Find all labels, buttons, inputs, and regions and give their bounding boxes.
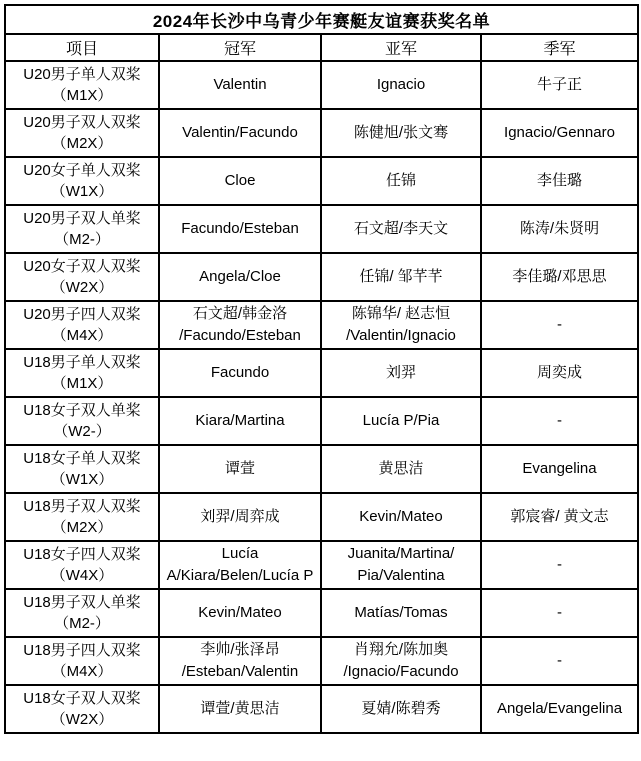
table-title: 2024年长沙中乌青少年赛艇友谊赛获奖名单 [5, 5, 638, 34]
event-name: U18男子单人双桨 [23, 354, 141, 371]
event-cell [5, 349, 159, 397]
table-row [5, 205, 638, 253]
runner-up-cell: 陈锦华/ 赵志恒 /Valentin/Ignacio [321, 301, 481, 349]
event-code: （M2-） [54, 231, 110, 248]
champion-cell: Kevin/Mateo [159, 589, 321, 637]
table-row [5, 349, 638, 397]
third-place-cell: 郭宸睿/ 黄文志 [481, 493, 638, 541]
event-code: （W1X） [50, 471, 114, 488]
event-cell [5, 445, 159, 493]
table-row [5, 61, 638, 109]
third-place-cell: 李佳璐/邓思思 [481, 253, 638, 301]
awards-table [4, 4, 639, 734]
event-code: （W1X） [50, 183, 114, 200]
champion-cell: Lucía A/Kiara/Belen/Lucía P [159, 541, 321, 589]
table-row [5, 253, 638, 301]
third-place-cell: 李佳璐 [481, 157, 638, 205]
event-cell [5, 637, 159, 685]
event-cell [5, 589, 159, 637]
runner-up-cell: 石文超/李天文 [321, 205, 481, 253]
col-header-third: 季军 [481, 34, 638, 61]
third-place-cell: Angela/Evangelina [481, 685, 638, 733]
event-cell [5, 109, 159, 157]
champion-cell: Facundo/Esteban [159, 205, 321, 253]
champion-cell: 石文超/韩金洛 /Facundo/Esteban [159, 301, 321, 349]
champion-cell: 李帅/张泽昂 /Esteban/Valentin [159, 637, 321, 685]
col-header-champion: 冠军 [159, 34, 321, 61]
runner-up-cell: 任锦 [321, 157, 481, 205]
champion-cell: 谭萱/黄思洁 [159, 685, 321, 733]
champion-cell: Angela/Cloe [159, 253, 321, 301]
col-header-runner-up: 亚军 [321, 34, 481, 61]
event-name: U18男子双人单桨 [23, 594, 141, 611]
event-code: （M4X） [51, 663, 113, 680]
champion-cell: Facundo [159, 349, 321, 397]
event-name: U18男子双人双桨 [23, 498, 141, 515]
third-place-cell: Evangelina [481, 445, 638, 493]
third-place-cell: Ignacio/Gennaro [481, 109, 638, 157]
runner-up-cell: Juanita/Martina/ Pia/Valentina [321, 541, 481, 589]
champion-cell: Kiara/Martina [159, 397, 321, 445]
event-cell [5, 253, 159, 301]
table-row [5, 493, 638, 541]
event-code: （W2-） [53, 423, 111, 440]
title-row [5, 5, 638, 34]
runner-up-cell: 刘羿 [321, 349, 481, 397]
event-code: （M1X） [51, 87, 113, 104]
third-place-cell: 牛子正 [481, 61, 638, 109]
event-cell [5, 301, 159, 349]
event-cell [5, 685, 159, 733]
runner-up-cell: 肖翔允/陈加奥 /Ignacio/Facundo [321, 637, 481, 685]
table-row [5, 397, 638, 445]
event-name: U18女子双人双桨 [23, 690, 141, 707]
third-place-cell: - [481, 301, 638, 349]
runner-up-cell: Lucía P/Pia [321, 397, 481, 445]
event-code: （M2X） [51, 135, 113, 152]
event-cell [5, 205, 159, 253]
runner-up-cell: 任锦/ 邹芊芊 [321, 253, 481, 301]
event-name: U18男子四人双桨 [23, 642, 141, 659]
champion-cell: Valentin/Facundo [159, 109, 321, 157]
event-name: U18女子双人单桨 [23, 402, 141, 419]
third-place-cell: 周奕成 [481, 349, 638, 397]
event-cell [5, 157, 159, 205]
champion-cell: 谭萱 [159, 445, 321, 493]
event-code: （M1X） [51, 375, 113, 392]
third-place-cell: - [481, 541, 638, 589]
event-name: U18女子单人双桨 [23, 450, 141, 467]
table-row [5, 445, 638, 493]
table-body [5, 61, 638, 733]
champion-cell: 刘羿/周弈成 [159, 493, 321, 541]
event-code: （W4X） [50, 567, 114, 584]
col-header-event: 项目 [5, 34, 159, 61]
event-code: （M2-） [54, 615, 110, 632]
event-code: （M2X） [51, 519, 113, 536]
event-code: （W2X） [50, 279, 114, 296]
champion-cell: Cloe [159, 157, 321, 205]
event-code: （W2X） [50, 711, 114, 728]
header-row [5, 34, 638, 61]
table-row [5, 637, 638, 685]
third-place-cell: 陈涛/朱贤明 [481, 205, 638, 253]
event-name: U20女子双人双桨 [23, 258, 141, 275]
table-row [5, 541, 638, 589]
event-name: U20男子四人双桨 [23, 306, 141, 323]
event-cell [5, 397, 159, 445]
runner-up-cell: Ignacio [321, 61, 481, 109]
runner-up-cell: Matías/Tomas [321, 589, 481, 637]
runner-up-cell: 黄思洁 [321, 445, 481, 493]
event-cell [5, 493, 159, 541]
runner-up-cell: 陈健旭/张文骞 [321, 109, 481, 157]
event-code: （M4X） [51, 327, 113, 344]
table-row [5, 157, 638, 205]
champion-cell: Valentin [159, 61, 321, 109]
table-row [5, 109, 638, 157]
event-cell [5, 61, 159, 109]
table-row [5, 685, 638, 733]
event-name: U20男子双人双桨 [23, 114, 141, 131]
runner-up-cell: 夏婧/陈碧秀 [321, 685, 481, 733]
event-cell [5, 541, 159, 589]
event-name: U18女子四人双桨 [23, 546, 141, 563]
runner-up-cell: Kevin/Mateo [321, 493, 481, 541]
event-name: U20男子单人双桨 [23, 66, 141, 83]
third-place-cell: - [481, 397, 638, 445]
third-place-cell: - [481, 589, 638, 637]
event-name: U20男子双人单桨 [23, 210, 141, 227]
table-row [5, 301, 638, 349]
third-place-cell: - [481, 637, 638, 685]
event-name: U20女子单人双桨 [23, 162, 141, 179]
table-row [5, 589, 638, 637]
